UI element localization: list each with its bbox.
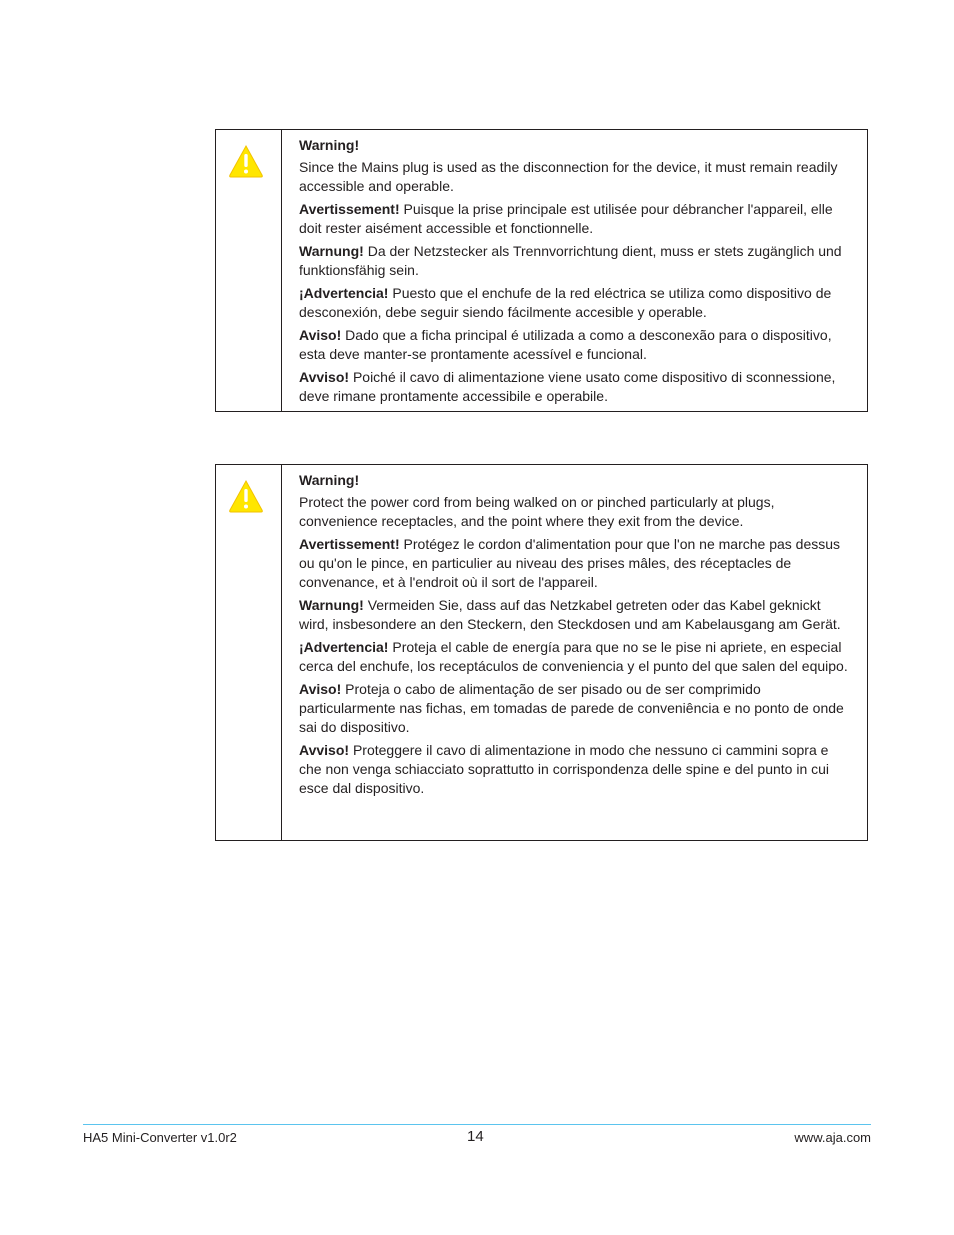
warning-french: Avertissement! Protégez le cordon d'alimentation pour que l'on ne marche pas dessus ou qu'on le pince, en particulier au niveau des prises mâles, des réceptacles de convenance, et à l'endroit où il sort de l'appareil. [299,536,841,590]
warning-english: Protect the power cord from being walked on or pinched particularly at plugs, convenience receptacles, and the point where they exit from the device. [299,494,775,529]
warning-french: Avertissement! Puisque la prise principale est utilisée pour débrancher l'appareil, elle doit rester aisément accessible et fonctionnelle. [299,201,833,236]
warning-icon-cell [216,465,282,840]
footer-product-version: HA5 Mini-Converter v1.0r2 [83,1130,237,1145]
warning-box-mains-plug [215,129,868,412]
warning-english: Since the Mains plug is used as the disconnection for the device, it must remain readily accessible and operable. [299,159,838,194]
warning-german: Warnung! Da der Netzstecker als Trennvorrichtung dient, muss er stets zugänglich und funktionsfähig sein. [299,243,842,278]
warning-triangle-icon [228,144,264,178]
footer-rule [83,1124,871,1125]
footer-website[interactable]: www.aja.com [794,1130,871,1145]
warning-box-power-cord [215,464,868,841]
warning-title: Warning! [299,472,360,488]
warning-triangle-icon [228,479,264,513]
warning-italian: Avviso! Poiché il cavo di alimentazione viene usato come dispositivo di sconnessione, deve rimane prontamente accessibile e operabile. [299,369,836,404]
warning-text [282,130,867,411]
warning-german: Warnung! Vermeiden Sie, dass auf das Netzkabel getreten oder das Kabel geknickt wird, insbesondere an den Steckern, den Steckdosen und am Kabelausgang am Gerät. [299,597,841,632]
warning-spanish: ¡Advertencia! Puesto que el enchufe de la red eléctrica se utiliza como dispositivo de desconexión, debe seguir siendo fácilmente accesible y operable. [299,285,832,320]
warning-text [282,465,867,840]
warning-portuguese: Aviso! Proteja o cabo de alimentação de ser pisado ou de ser comprimido particularmente nas fichas, em tomadas de parede de conveniência e no ponto de onde sai do dispositivo. [299,681,844,735]
warning-title: Warning! [299,137,360,153]
page-number: 14 [467,1128,484,1145]
warning-portuguese: Aviso! Dado que a ficha principal é utilizada a como a desconexão para o dispositivo, esta deve manter-se prontamente acessível e funcional. [299,327,832,362]
warning-italian: Avviso! Proteggere il cavo di alimentazione in modo che nessuno ci cammini sopra e che non venga schiacciato soprattutto in corrispondenza delle spine e del punto in cui esce dal dispositivo. [299,742,830,796]
warning-spanish: ¡Advertencia! Proteja el cable de energía para que no se le pise ni apriete, en especial cerca del enchufe, los receptáculos de conveniencia y el punto del que salen del equipo. [299,639,848,674]
warning-icon-cell [216,130,282,411]
